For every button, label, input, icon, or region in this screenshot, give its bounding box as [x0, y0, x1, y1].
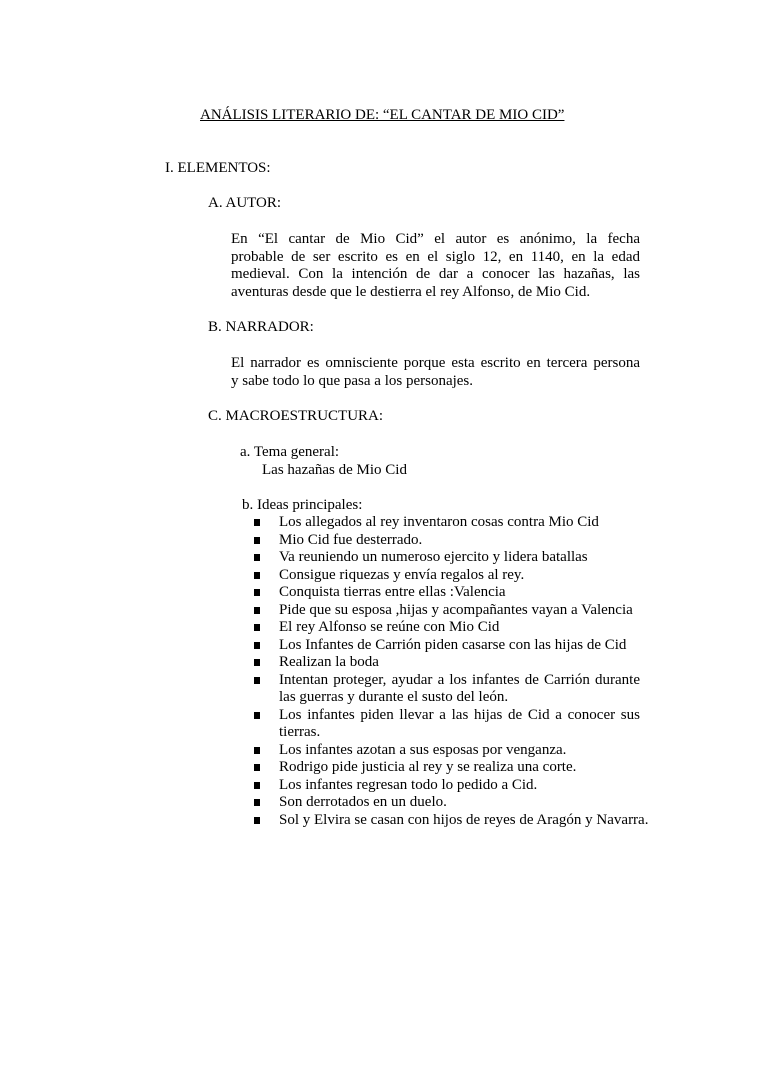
section-heading-elementos: I. ELEMENTOS:	[165, 160, 271, 176]
tema-general-label: a. Tema general:	[240, 444, 340, 460]
paragraph-autor	[231, 231, 640, 301]
list-item: Va reuniendo un numeroso ejercito y lidera batallas	[254, 549, 640, 567]
paragraph-line: En “El cantar de Mio Cid” el autor es anónimo, la fecha	[231, 231, 640, 247]
square-bullet-icon	[254, 799, 260, 806]
square-bullet-icon	[254, 589, 260, 596]
square-bullet-icon	[254, 764, 260, 771]
list-item: Sol y Elvira se casan con hijos de reyes de Aragón y Navarra.	[254, 812, 675, 830]
heading-autor: A. AUTOR:	[208, 195, 282, 211]
paragraph-line: El narrador es omnisciente porque esta escrito en tercera persona	[231, 355, 640, 371]
paragraph-narrador	[231, 355, 640, 390]
list-item: Los allegados al rey inventaron cosas contra Mio Cid	[254, 514, 640, 532]
list-item: Los infantes regresan todo lo pedido a Cid.	[254, 777, 640, 795]
square-bullet-icon	[254, 519, 260, 526]
list-item: Consigue riquezas y envía regalos al rey.	[254, 567, 640, 585]
square-bullet-icon	[254, 782, 260, 789]
square-bullet-icon	[254, 747, 260, 754]
list-item: Los infantes azotan a sus esposas por venganza.	[254, 742, 640, 760]
document-title: ANÁLISIS LITERARIO DE: “EL CANTAR DE MIO CID”	[200, 107, 565, 123]
list-item: El rey Alfonso se reúne con Mio Cid	[254, 619, 640, 637]
paragraph-line: medieval. Con la intención de dar a conocer las hazañas, las	[231, 266, 640, 282]
list-item: Conquista tierras entre ellas :Valencia	[254, 584, 640, 602]
heading-macroestructura: C. MACROESTRUCTURA:	[208, 408, 384, 424]
paragraph-line: aventuras desde que le destierra el rey Alfonso, de Mio Cid.	[231, 283, 591, 300]
square-bullet-icon	[254, 817, 260, 824]
ideas-list	[254, 514, 649, 829]
list-item: Realizan la boda	[254, 654, 640, 672]
square-bullet-icon	[254, 554, 260, 561]
paragraph-line: y sabe todo lo que pasa a los personajes.	[231, 372, 474, 389]
list-item: Los Infantes de Carrión piden casarse con las hijas de Cid	[254, 637, 640, 655]
list-item: Rodrigo pide justicia al rey y se realiza una corte.	[254, 759, 640, 777]
square-bullet-icon	[254, 607, 260, 614]
square-bullet-icon	[254, 624, 260, 631]
list-item: Los infantes piden llevar a las hijas de Cid a conocer sus tierras.	[254, 707, 640, 742]
square-bullet-icon	[254, 712, 260, 719]
list-item: Son derrotados en un duelo.	[254, 794, 640, 812]
list-item: Intentan proteger, ayudar a los infantes de Carrión durante las guerras y durante el susto del león.	[254, 672, 640, 707]
list-item: Mio Cid fue desterrado.	[254, 532, 640, 550]
square-bullet-icon	[254, 677, 260, 684]
heading-narrador: B. NARRADOR:	[208, 319, 314, 335]
paragraph-line: probable de ser escrito es en el siglo 12, en 1140, en la edad	[231, 248, 640, 265]
square-bullet-icon	[254, 537, 260, 544]
square-bullet-icon	[254, 659, 260, 666]
square-bullet-icon	[254, 572, 260, 579]
ideas-principales-label: b. Ideas principales:	[242, 497, 363, 513]
list-item: Pide que su esposa ,hijas y acompañantes vayan a Valencia	[254, 602, 640, 620]
square-bullet-icon	[254, 642, 260, 649]
tema-general-value: Las hazañas de Mio Cid	[262, 462, 407, 478]
